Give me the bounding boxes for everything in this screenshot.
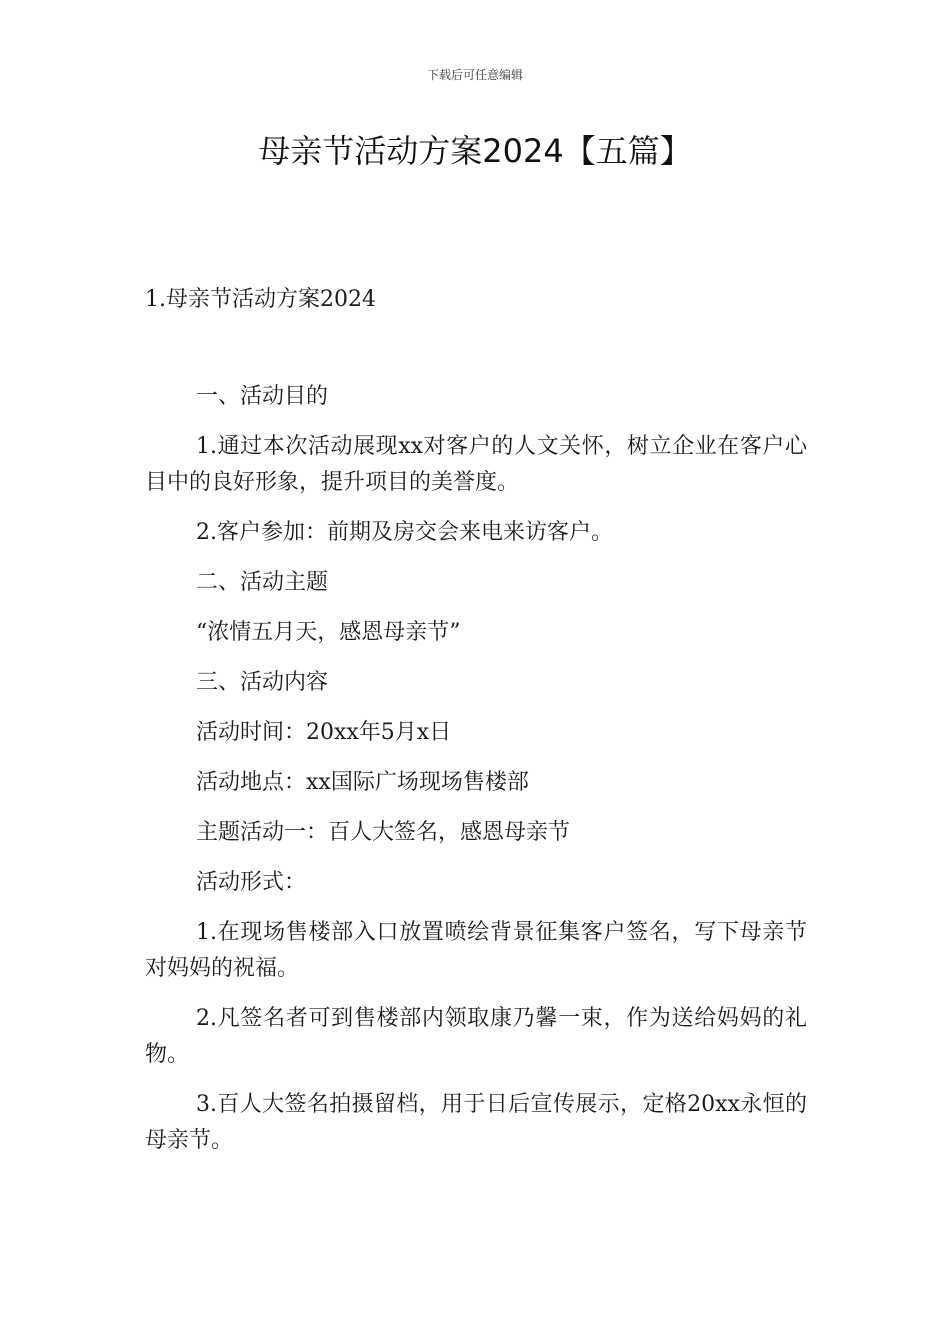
paragraph-format-1: 1.在现场售楼部入口放置喷绘背景征集客户签名，写下母亲节对妈妈的祝福。 [145, 920, 807, 981]
paragraph-activity-format: 活动形式： [196, 870, 307, 895]
paragraph-purpose-1: 1.通过本次活动展现xx对客户的人文关怀，树立企业在客户心目中的良好形象，提升项目的美誉度。 [145, 434, 807, 495]
heading-activity-content: 三、活动内容 [196, 670, 329, 695]
paragraph-activity-time: 活动时间：20xx年5月x日 [196, 720, 452, 745]
document-title: 母亲节活动方案2024【五篇】 [258, 132, 692, 170]
heading-activity-theme: 二、活动主题 [196, 570, 329, 595]
paragraph-format-3: 3.百人大签名拍摄留档，用于日后宣传展示，定格20xx永恒的母亲节。 [145, 1092, 807, 1153]
header-note: 下载后可任意编辑 [426, 68, 523, 82]
paragraph-theme-slogan: “浓情五月天，感恩母亲节” [196, 620, 461, 645]
heading-activity-purpose: 一、活动目的 [196, 384, 329, 409]
section-heading: 1.母亲节活动方案2024 [145, 287, 376, 312]
paragraph-purpose-2: 2.客户参加：前期及房交会来电来访客户。 [196, 520, 613, 545]
paragraph-format-2: 2.凡签名者可到售楼部内领取康乃馨一束，作为送给妈妈的礼物。 [145, 1006, 807, 1067]
paragraph-activity-location: 活动地点：xx国际广场现场售楼部 [196, 770, 529, 795]
document-body [145, 379, 807, 1173]
paragraph-theme-activity-1: 主题活动一：百人大签名，感恩母亲节 [196, 820, 571, 845]
